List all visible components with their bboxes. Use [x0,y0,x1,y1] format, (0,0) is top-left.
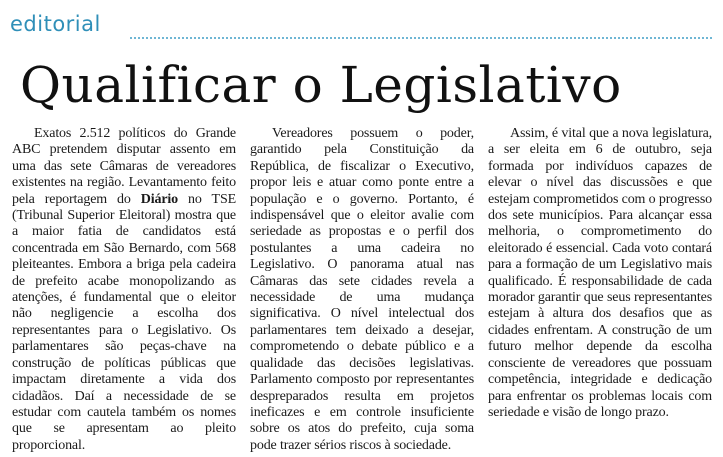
section-label: editorial [10,12,101,36]
paragraph-1 [12,126,236,452]
article-body [12,126,710,452]
newspaper-name: Diário [140,191,179,207]
article-column-1 [12,126,236,452]
paragraph-2: Vereadores possuem o poder, garantido pela Constituição da República, de fiscalizar o Executivo, propor leis e atuar como ponte entre a população e o governo. Portanto, é indispensável que o eleitor avalie com seriedade as propostas e o perfil dos postulantes a uma cadeira no Legislativo. O panorama atual nas Câmaras das sete cidades revela a necessidade de uma mudança significativa. O nível intelectual dos parlamentares tem deixado a desejar, comprometendo o debate público e a qualidade das decisões legislativas. Parlamento composto por representantes despreparados resulta em projetos ineficazes e em controle insuficiente sobre os atos do prefeito, cuja soma pode trazer sérios riscos à sociedade. [250,126,474,452]
paragraph-1-start: Exatos 2.512 políticos do Grande ABC pretendem disputar assento em uma das sete Câmaras de vereadores existentes na região. Levantamento feito pela reportagem do [12,126,236,207]
section-divider [130,37,712,39]
article-column-3 [488,126,712,452]
section-header [10,4,712,44]
paragraph-1-end: no TSE (Tribunal Superior Eleitoral) mostra que a maior fatia de candidatos está concentrada em São Bernardo, com 568 pleiteantes. Embora a briga pela cadeira de prefeito acabe monopolizando as atenções, é fundamental que o eleitor não negligencie a escolha dos representantes para o Legislativo. Os parlamentares são peças-chave na construção de políticas públicas que impactam diretamente a vida dos cidadãos. Daí a necessidade de se estudar com cautela também os nomes que se apresentam ao pleito proporcional. [12,191,236,452]
headline: Qualificar o Legislativo [20,56,622,114]
paragraph-3: Assim, é vital que a nova legislatura, a ser eleita em 6 de outubro, seja formada por indivíduos capazes de elevar o nível das discussões e que estejam comprometidos com o progresso dos sete municípios. Para alcançar essa melhoria, o comprometimento do eleitorado é essencial. Cada voto contará para a formação de um Legislativo mais qualificado. É responsabilidade de cada morador garantir que seus representantes estejam à altura dos desafios que as cidades enfrentam. A construção de um futuro melhor depende da escolha consciente de vereadores que possuam competência, integridade e dedicação para enfrentar os problemas locais com seriedade e visão de longo prazo. [488,126,712,420]
article-column-2 [250,126,474,452]
